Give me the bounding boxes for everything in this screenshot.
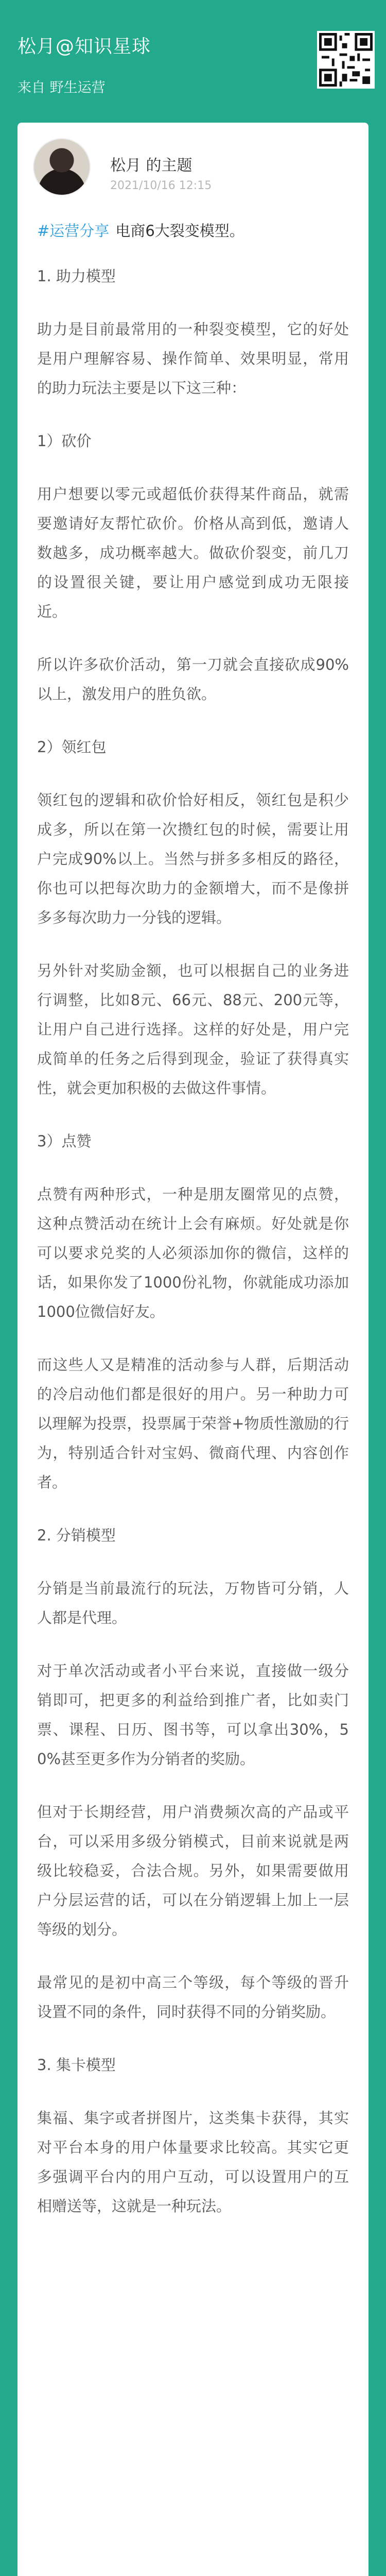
- post-paragraph: 助力是目前最常用的一种裂变模型，它的好处是用户理解容易、操作简单、效果明显，常用的助力玩法主要是以下这三种：: [37, 320, 349, 397]
- post-paragraph: 所以许多砍价活动，第一刀就会直接砍成90%以上，激发用户的胜负欲。: [37, 656, 349, 703]
- post-author: 松月 的主题: [110, 157, 192, 175]
- post-paragraph: 2）领红包: [37, 738, 107, 756]
- post-paragraph: 领红包的逻辑和砍价恰好相反，领红包是积少成多，所以在第一次攒红包的时候，需要让用户完成90%以上。当然与拼多多相反的路径，你也可以把每次助力的金额增大，而不是像拼多多每次助力一分钱的逻辑。: [37, 791, 349, 926]
- post-content: [37, 262, 349, 2245]
- post-tag-line: [37, 219, 244, 241]
- post-date: 2021/10/16 12:15: [110, 179, 212, 192]
- post-paragraph: 3）点赞: [37, 1132, 92, 1150]
- header-title: 松月@知识星球: [17, 36, 151, 57]
- post-paragraph: 而这些人又是精准的活动参与人群，后期活动的冷启动他们都是很好的用户。另一种助力可以理解为投票，投票属于荣誉+物质性激励的行为，特别适合针对宝妈、微商代理、内容创作者。: [37, 1356, 349, 1491]
- header-subtitle: 来自 野生运营: [17, 80, 106, 96]
- post-paragraph: 3. 集卡模型: [37, 2056, 116, 2074]
- post-paragraph: 2. 分销模型: [37, 1527, 116, 1544]
- topic-tag[interactable]: #运营分享: [37, 222, 110, 240]
- post-paragraph: 另外针对奖励金额，也可以根据自己的业务进行调整，比如8元、66元、88元、200元等，让用户自己进行选择。这样的好处是，用户完成简单的任务之后得到现金，验证了获得真实性，就会更加积极的去做这件事情。: [37, 962, 349, 1097]
- post-title: 电商6大裂变模型。: [115, 222, 244, 240]
- post-paragraph: 1）砍价: [37, 432, 92, 450]
- post-paragraph: 用户想要以零元或超低价获得某件商品，就需要邀请好友帮忙砍价。价格从高到低，邀请人数越多，成功概率越大。做砍价裂变，前几刀的设置很关键，要让用户感觉到成功无限接近。: [37, 485, 349, 620]
- post-paragraph: 但对于长期经营，用户消费频次高的产品或平台，可以采用多级分销模式，目前来说就是两级比较稳妥，合法合规。另外，如果需要做用户分层运营的话，可以在分销逻辑上加上一层等级的划分。: [37, 1803, 349, 1938]
- header-qr-code[interactable]: [317, 31, 375, 89]
- qr-code-icon: [319, 33, 373, 87]
- author-avatar[interactable]: [33, 138, 91, 196]
- post-paragraph: 对于单次活动或者小平台来说，直接做一级分销即可，把更多的利益给到推广者，比如卖门票、课程、日历、图书等，可以拿出30%，50%甚至更多作为分销者的奖励。: [37, 1662, 349, 1768]
- post-paragraph: 最常见的是初中高三个等级，每个等级的晋升设置不同的条件，同时获得不同的分销奖励。: [37, 1974, 349, 2021]
- post-paragraph: 集福、集字或者拼图片，这类集卡获得，其实对平台本身的用户体量要求比较高。其实它更多强调平台内的用户互动，可以设置用户的互相赠送等，这就是一种玩法。: [37, 2109, 349, 2215]
- share-header: [0, 0, 386, 108]
- post-paragraph: 点赞有两种形式，一种是朋友圈常见的点赞，这种点赞活动在统计上会有麻烦。好处就是你可以要求兑奖的人必须添加你的微信，这样的话，如果你发了1000份礼物，你就能成功添加1000位微信好友。: [37, 1185, 349, 1320]
- post-paragraph: 1. 助力模型: [37, 267, 116, 285]
- post-card: [17, 123, 369, 2576]
- post-paragraph: 分销是当前最流行的玩法，万物皆可分销，人人都是代理。: [37, 1580, 349, 1626]
